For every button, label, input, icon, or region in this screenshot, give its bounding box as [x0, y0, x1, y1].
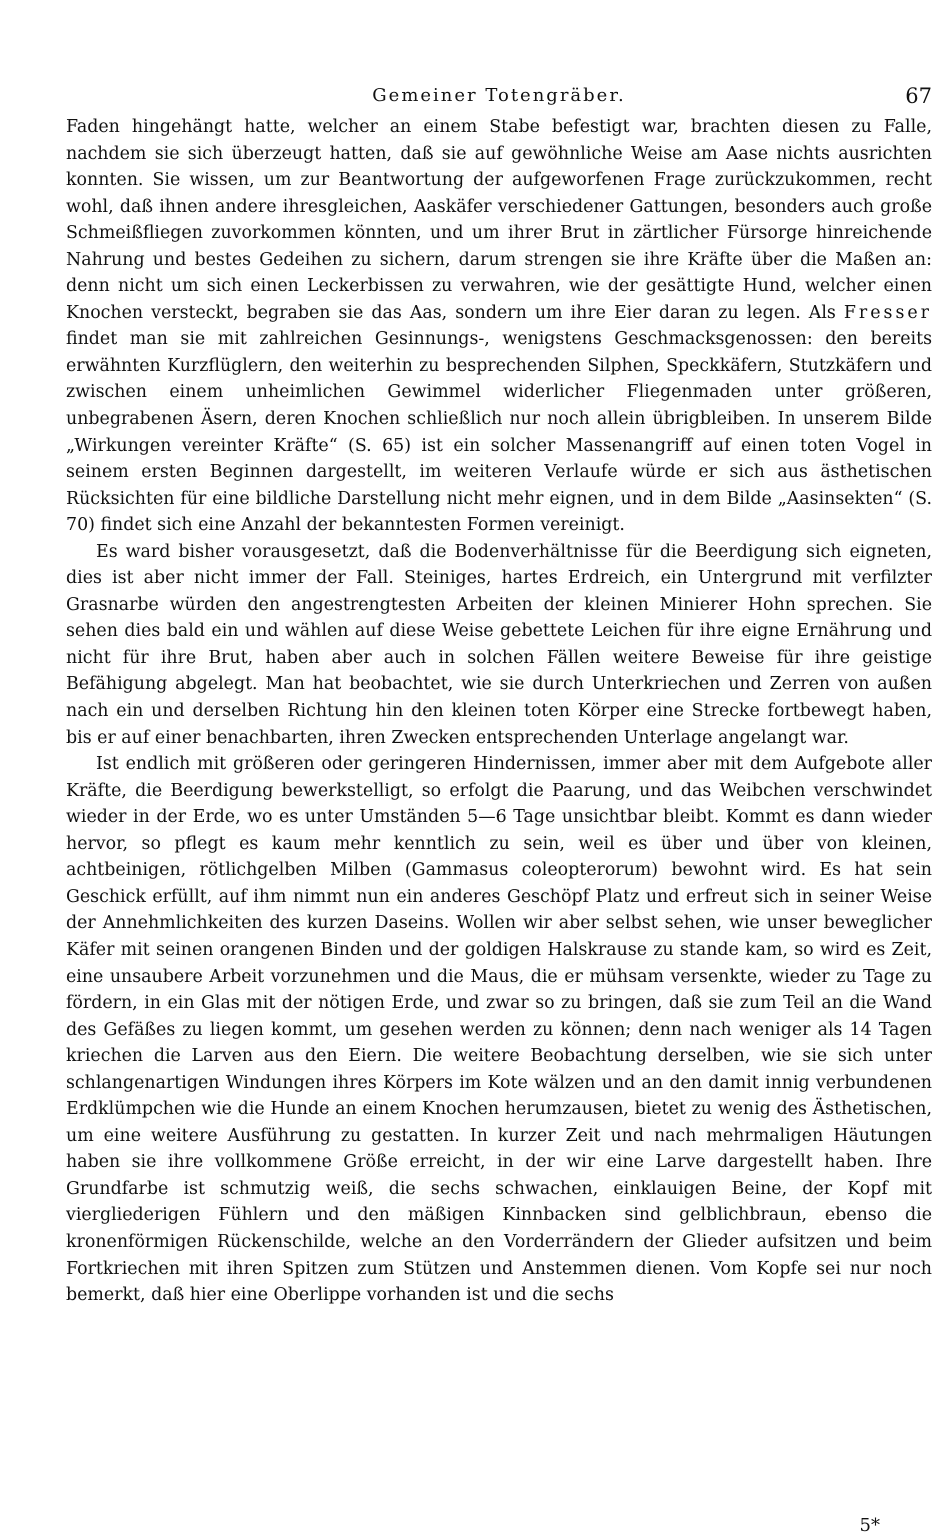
paragraph-1-tail: findet man sie mit zahlreichen Gesinnungs-, wenigstens Geschmacksgenossen: den bereits erwähnten Kurzflüglern, den weiterhin zu besprechenden Silphen, Speckkäfern, Stutzkäfern und zwischen einem unheimlichen Gewimmel widerlicher Fliegenmaden unter größeren, unbegrabenen Äsern, deren Knochen schließlich nur noch allein übrigbleiben. In unserem Bilde „Wirkungen vereinter Kräfte“ (S. 65) ist ein solcher Massenangriff auf einen toten Vogel in seinem ersten Beginnen dargestellt, im weiteren Verlaufe würde er sich aus ästhetischen Rücksichten für eine bildliche Darstellung nicht mehr eignen, und in dem Bilde „Aasinsekten“ (S. 70) findet sich eine Anzahl der bekanntesten Formen vereinigt.: [66, 329, 932, 536]
running-title: Gemeiner Totengräber.: [372, 85, 626, 106]
running-head: [66, 84, 932, 114]
signature-mark: 5*: [859, 1515, 880, 1536]
body-text: [66, 114, 932, 1309]
paragraph-3: Ist endlich mit größeren oder geringeren Hindernissen, immer aber mit dem Aufgebote aller Kräfte, die Beerdigung bewerkstelligt, so erfolgt die Paarung, und das Weibchen verschwindet wieder in der Erde, wo es unter Umständen 5—6 Tage unsichtbar bleibt. Kommt es dann wieder hervor, so pflegt es kaum mehr kenntlich zu sein, weil es über und über von kleinen, achtbeinigen, rötlichgelben Milben (Gammasus coleopterorum) bewohnt wird. Es hat sein Geschick erfüllt, auf ihm nimmt nun ein anderes Geschöpf Platz und erfreut sich in seiner Weise der Annehmlichkeiten des kurzen Daseins. Wollen wir aber selbst sehen, wie unser beweglicher Käfer mit seinen orangenen Binden und der goldigen Halskrause zu stande kam, so wird es Zeit, eine unsaubere Arbeit vorzunehmen und die Maus, die er mühsam versenkte, wieder zu Tage zu fördern, in ein Glas mit der nötigen Erde, und zwar so zu bringen, daß sie zum Teil an die Wand des Gefäßes zu liegen kommt, um gesehen werden zu können; denn nach weniger als 14 Tagen kriechen die Larven aus den Eiern. Die weitere Beobachtung derselben, wie sie sich unter schlangenartigen Windungen ihres Körpers im Kote wälzen und an den damit innig verbundenen Erdklümpchen wie die Hunde an einem Knochen herumzausen, bietet zu wenig des Ästhetischen, um eine weitere Ausführung zu gestatten. In kurzer Zeit und nach mehrmaligen Häutungen haben sie ihre vollkommene Größe erreicht, in der wir eine Larve dargestellt haben. Ihre Grundfarbe ist schmutzig weiß, die sechs schwachen, einklauigen Beine, der Kopf mit viergliederigen Fühlern und den mäßigen Kinnbacken sind gelblichbraun, ebenso die kronenförmigen Rückenschilde, welche an den Vorderrändern der Glieder aufsitzen und beim Fortkriechen mit ihren Spitzen zum Stützen und Anstemmen dienen. Vom Kopfe sei nur noch bemerkt, daß hier eine Oberlippe vorhanden ist und die sechs: [66, 754, 932, 1306]
book-page: [66, 84, 932, 1524]
paragraph-1: [66, 114, 932, 539]
emphasized-word: Fresser: [843, 302, 932, 323]
paragraph-2: Es ward bisher vorausgesetzt, daß die Bodenverhältnisse für die Beerdigung sich eigneten, dies ist aber nicht immer der Fall. Steiniges, hartes Erdreich, ein Untergrund mit verfilzter Grasnarbe würden den angestrengtesten Arbeiten der kleinen Minierer Hohn sprechen. Sie sehen dies bald ein und wählen auf diese Weise gebettete Leichen für ihre eigne Ernährung und nicht für ihre Brut, haben aber auch in solchen Fällen weitere Beweise für ihre geistige Befähigung abgelegt. Man hat beobachtet, wie sie durch Unterkriechen und Zerren von außen nach ein und derselben Richtung hin den kleinen toten Körper eine Strecke fortbewegt haben, bis er auf einer benachbarten, ihren Zwecken entsprechenden Unterlage angelangt war.: [66, 541, 932, 748]
page-number: 67: [905, 84, 932, 108]
paragraph-1-text: Faden hingehängt hatte, welcher an einem Stabe befestigt war, brachten diesen zu Falle, nachdem sie sich überzeugt hatten, daß sie auf gewöhnliche Weise am Aase nichts ausrichten konnten. Sie wissen, um zur Beantwortung der aufgeworfenen Frage zurückzukommen, recht wohl, daß ihnen andere ihresgleichen, Aaskäfer verschiedener Gattungen, besonders auch große Schmeißfliegen zuvorkommen könnten, und um ihrer Brut in zärtlicher Fürsorge hinreichende Nahrung und bestes Gedeihen zu sichern, darum strengen sie ihre Kräfte über die Maßen an: denn nicht um sich einen Leckerbissen zu verwahren, wie der gesättigte Hund, welcher einen Knochen versteckt, begraben sie das Aas, sondern um ihre Eier daran zu legen. Als: [66, 117, 932, 323]
